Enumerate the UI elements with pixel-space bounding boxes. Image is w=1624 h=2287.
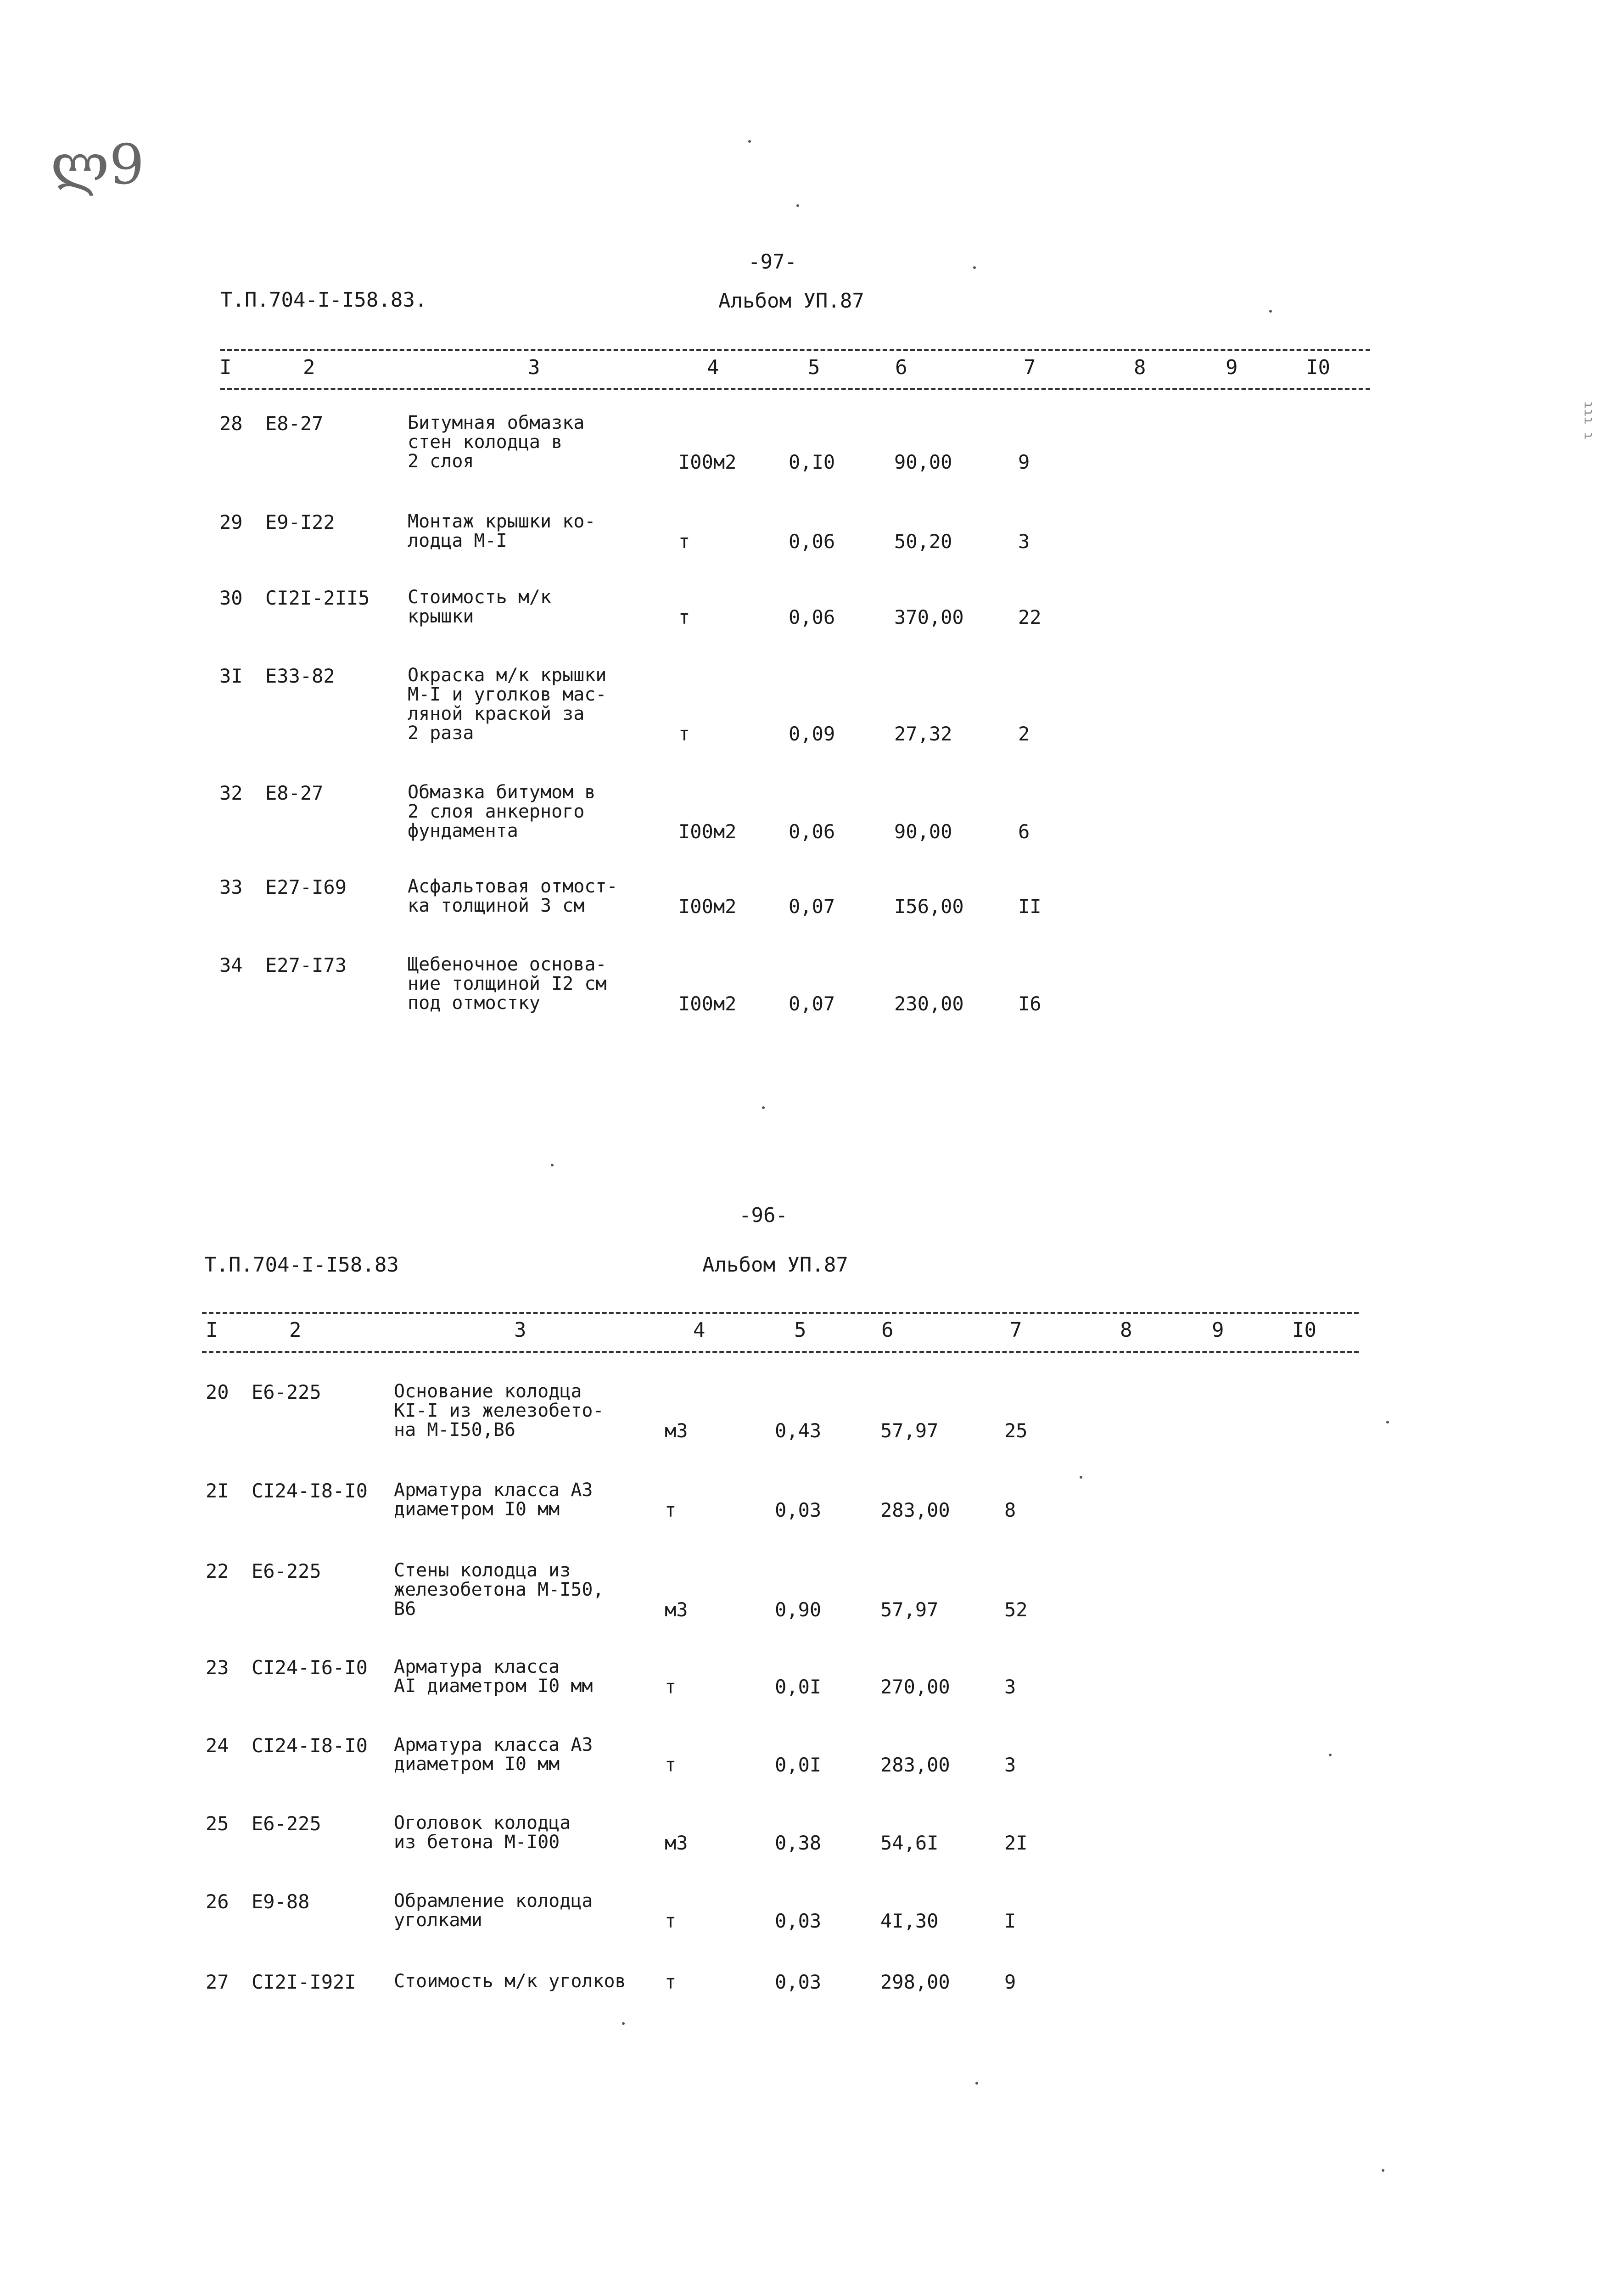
total: 2I — [1004, 1832, 1028, 1854]
unit-price: 57,97 — [880, 1419, 939, 1442]
col-header-10: I0 — [1292, 1318, 1316, 1342]
col-header-5: 5 — [794, 1318, 806, 1342]
unit-price: 283,00 — [880, 1754, 950, 1776]
col-header-10: I0 — [1306, 356, 1330, 379]
unit: м3 — [665, 1419, 688, 1442]
quantity: 0,90 — [775, 1598, 822, 1621]
col-header-9: 9 — [1226, 356, 1238, 379]
total: 9 — [1004, 1971, 1016, 1993]
row-number: 22 — [206, 1560, 229, 1582]
norm-code: СI2I-2II5 — [265, 587, 370, 609]
work-description: Обрамление колодца уголками — [394, 1890, 593, 1931]
unit-price: 50,20 — [894, 530, 952, 553]
unit-price: 230,00 — [894, 992, 964, 1015]
total: 9 — [1018, 451, 1030, 473]
unit: т — [678, 723, 690, 745]
norm-code: Е6-225 — [252, 1812, 321, 1835]
quantity: 0,07 — [789, 992, 835, 1015]
unit: т — [665, 1676, 677, 1698]
col-header-2: 2 — [303, 356, 315, 379]
unit: т — [665, 1971, 677, 1993]
norm-code: СI24-I8-I0 — [252, 1734, 368, 1757]
total: II — [1018, 895, 1042, 918]
unit-price: I56,00 — [894, 895, 964, 918]
quantity: 0,07 — [789, 895, 835, 918]
work-description: Щебеночное основа- ние толщиной I2 см под отмостку — [408, 954, 607, 1014]
quantity: 0,03 — [775, 1910, 822, 1932]
row-number: 24 — [206, 1734, 229, 1757]
unit: I00м2 — [678, 451, 737, 473]
norm-code: Е6-225 — [252, 1381, 321, 1403]
total: 25 — [1004, 1419, 1028, 1442]
header-rule-bottom — [220, 388, 1370, 390]
total: 3 — [1004, 1754, 1016, 1776]
total: 3 — [1018, 530, 1030, 553]
document-code: Т.П.704-I-I58.83 — [204, 1253, 399, 1277]
unit-price: 27,32 — [894, 723, 952, 745]
row-number: 34 — [219, 954, 243, 976]
work-description: Обмазка битумом в 2 слоя анкерного фундамента — [408, 782, 596, 841]
document-code: Т.П.704-I-I58.83. — [220, 288, 427, 312]
row-number: 2I — [206, 1480, 229, 1502]
handwritten-margin-mark: ლ9 — [50, 133, 145, 197]
unit: т — [678, 606, 690, 628]
total: 8 — [1004, 1499, 1016, 1521]
norm-code: Е6-225 — [252, 1560, 321, 1582]
col-header-6: 6 — [881, 1318, 894, 1342]
row-number: 20 — [206, 1381, 229, 1403]
edge-scan-mark: ɿɿɿ ɿ — [1581, 401, 1597, 440]
scan-speck — [796, 204, 799, 207]
total: 52 — [1004, 1598, 1028, 1621]
norm-code: СI24-I6-I0 — [252, 1656, 368, 1679]
unit: м3 — [665, 1598, 688, 1621]
norm-code: Е8-27 — [265, 412, 324, 435]
scan-speck — [1382, 2169, 1384, 2172]
col-header-5: 5 — [808, 356, 820, 379]
row-number: 33 — [219, 876, 243, 898]
col-header-4: 4 — [693, 1318, 706, 1342]
row-number: 29 — [219, 511, 243, 533]
album-label: Альбом УП.87 — [702, 1253, 848, 1277]
row-number: 25 — [206, 1812, 229, 1835]
scan-speck — [975, 2082, 978, 2085]
quantity: 0,09 — [789, 723, 835, 745]
total: I6 — [1018, 992, 1042, 1015]
quantity: 0,03 — [775, 1499, 822, 1521]
total: I — [1004, 1910, 1016, 1932]
unit-price: 54,6I — [880, 1832, 939, 1854]
quantity: 0,06 — [789, 530, 835, 553]
unit: м3 — [665, 1832, 688, 1854]
unit: т — [665, 1754, 677, 1776]
col-header-7: 7 — [1024, 356, 1036, 379]
work-description: Стены колодца из железобетона М-I50, В6 — [394, 1560, 604, 1620]
scan-speck — [973, 266, 976, 269]
quantity: 0,38 — [775, 1832, 822, 1854]
work-description: Окраска м/к крышки М-I и уголков мас- ляной краской за 2 раза — [408, 665, 607, 744]
col-header-3: 3 — [528, 356, 540, 379]
norm-code: Е27-I69 — [265, 876, 347, 898]
scan-speck — [1269, 310, 1272, 313]
col-header-1: I — [219, 356, 232, 379]
unit: I00м2 — [678, 895, 737, 918]
page-number: -96- — [739, 1204, 788, 1227]
norm-code: Е27-I73 — [265, 954, 347, 976]
col-header-8: 8 — [1134, 356, 1146, 379]
total: 3 — [1004, 1676, 1016, 1698]
unit-price: 4I,30 — [880, 1910, 939, 1932]
col-header-3: 3 — [514, 1318, 526, 1342]
work-description: Арматура класса А3 диаметром I0 мм — [394, 1480, 593, 1520]
quantity: 0,0I — [775, 1754, 822, 1776]
total: 2 — [1018, 723, 1030, 745]
quantity: 0,0I — [775, 1676, 822, 1698]
work-description: Монтаж крышки ко- лодца М-I — [408, 511, 596, 551]
col-header-8: 8 — [1120, 1318, 1132, 1342]
unit-price: 298,00 — [880, 1971, 950, 1993]
album-label: Альбом УП.87 — [718, 289, 864, 313]
unit-price: 90,00 — [894, 451, 952, 473]
norm-code: СI2I-I92I — [252, 1971, 356, 1993]
header-rule-top — [202, 1312, 1359, 1314]
scan-speck — [762, 1106, 765, 1109]
row-number: 23 — [206, 1656, 229, 1679]
work-description: Оголовок колодца из бетона М-I00 — [394, 1812, 571, 1853]
header-rule-top — [220, 349, 1370, 351]
unit-price: 283,00 — [880, 1499, 950, 1521]
col-header-4: 4 — [707, 356, 719, 379]
page-number: -97- — [748, 250, 797, 274]
scan-speck — [748, 140, 751, 143]
total: 22 — [1018, 606, 1042, 628]
unit-price: 90,00 — [894, 820, 952, 843]
header-rule-bottom — [202, 1351, 1359, 1353]
row-number: 30 — [219, 587, 243, 609]
quantity: 0,06 — [789, 606, 835, 628]
scan-speck — [1329, 1754, 1332, 1756]
unit-price: 370,00 — [894, 606, 964, 628]
unit-price: 270,00 — [880, 1676, 950, 1698]
row-number: 26 — [206, 1890, 229, 1913]
norm-code: СI24-I8-I0 — [252, 1480, 368, 1502]
norm-code: Е9-88 — [252, 1890, 310, 1913]
work-description: Стоимость м/к крышки — [408, 587, 552, 627]
quantity: 0,43 — [775, 1419, 822, 1442]
work-description: Арматура класса А3 диаметром I0 мм — [394, 1734, 593, 1775]
col-header-6: 6 — [895, 356, 907, 379]
col-header-7: 7 — [1010, 1318, 1022, 1342]
work-description: Асфальтовая отмост- ка толщиной 3 см — [408, 876, 618, 916]
unit-price: 57,97 — [880, 1598, 939, 1621]
total: 6 — [1018, 820, 1030, 843]
norm-code: Е9-I22 — [265, 511, 335, 533]
work-description: Основание колодца КI-I из железобето- на М-I50,В6 — [394, 1381, 604, 1441]
col-header-2: 2 — [289, 1318, 302, 1342]
scan-speck — [1386, 1421, 1389, 1424]
quantity: 0,06 — [789, 820, 835, 843]
quantity: 0,I0 — [789, 451, 835, 473]
scan-speck — [1080, 1476, 1082, 1479]
scan-speck — [551, 1164, 554, 1166]
scan-speck — [622, 2022, 625, 2025]
row-number: 3I — [219, 665, 243, 687]
col-header-9: 9 — [1212, 1318, 1224, 1342]
work-description: Битумная обмазка стен колодца в 2 слоя — [408, 412, 585, 472]
unit: т — [678, 530, 690, 553]
work-description: Арматура класса АI диаметром I0 мм — [394, 1656, 593, 1697]
norm-code: Е8-27 — [265, 782, 324, 804]
row-number: 32 — [219, 782, 243, 804]
norm-code: Е33-82 — [265, 665, 335, 687]
unit: I00м2 — [678, 820, 737, 843]
row-number: 28 — [219, 412, 243, 435]
row-number: 27 — [206, 1971, 229, 1993]
work-description: Стоимость м/к уголков — [394, 1971, 626, 1992]
quantity: 0,03 — [775, 1971, 822, 1993]
unit: т — [665, 1910, 677, 1932]
unit: т — [665, 1499, 677, 1521]
unit: I00м2 — [678, 992, 737, 1015]
col-header-1: I — [206, 1318, 218, 1342]
